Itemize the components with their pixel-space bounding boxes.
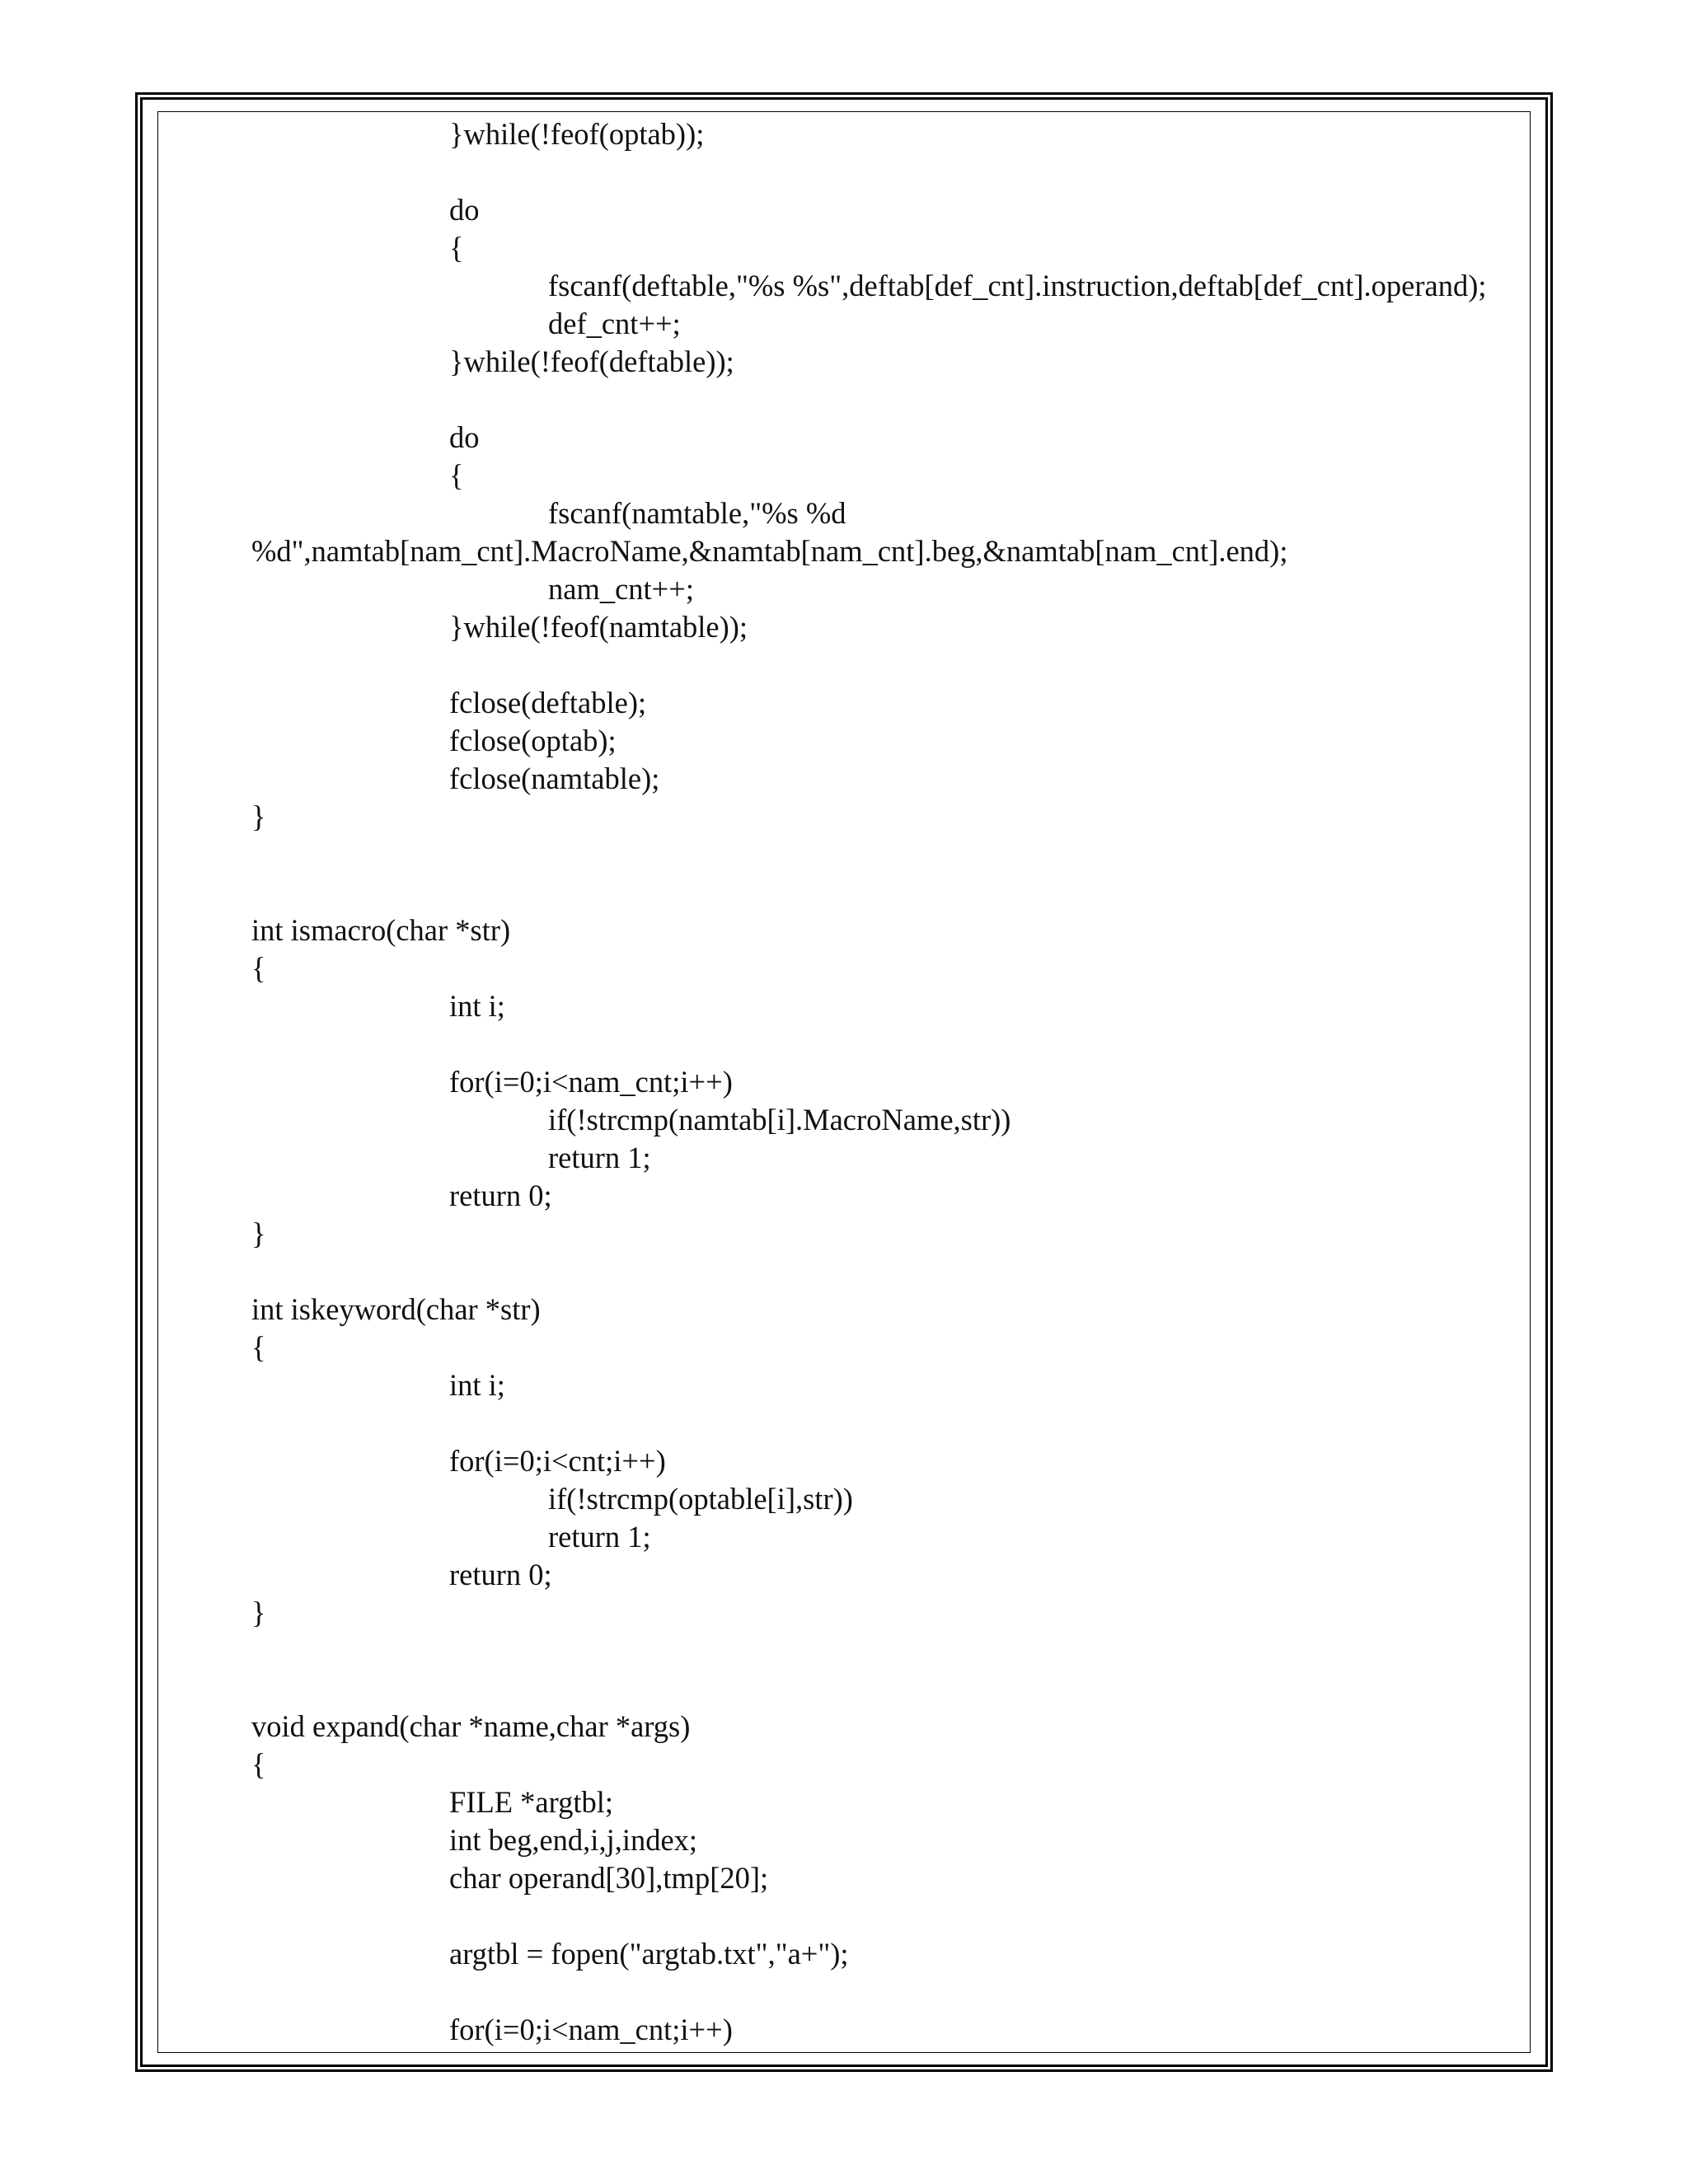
code-line: argtbl = fopen("argtab.txt","a+"); <box>449 1937 849 1971</box>
code-line: int i; <box>449 1368 505 1402</box>
code-line <box>251 836 1537 874</box>
code-line: fclose(deftable); <box>449 686 647 719</box>
code-line: int i; <box>449 989 505 1023</box>
code-line: char operand[30],tmp[20]; <box>449 1861 769 1895</box>
code-line: for(i=0;i<nam_cnt;i++) <box>449 1065 733 1099</box>
code-line: if(!strcmp(optable[i],str)) <box>548 1482 853 1516</box>
code-line: fscanf(namtable,"%s %d <box>548 496 846 530</box>
code-line: fscanf(deftable,"%s %s",deftab[def_cnt].instruction,deftab[def_cnt].operand); <box>548 269 1487 302</box>
code-line: int beg,end,i,j,index; <box>449 1823 698 1857</box>
code-line: { <box>449 231 464 265</box>
code-line <box>251 1897 1537 1935</box>
code-line: { <box>449 458 464 492</box>
code-line: } <box>251 799 266 833</box>
code-line: def_cnt++; <box>548 307 681 340</box>
code-line: do <box>449 420 480 454</box>
code-line: { <box>251 1330 266 1364</box>
code-line: fclose(optab); <box>449 724 617 757</box>
code-line: } <box>251 1596 266 1629</box>
code-line: { <box>251 1747 266 1781</box>
code-line <box>251 381 1537 419</box>
code-line: nam_cnt++; <box>548 572 694 606</box>
code-line: do <box>449 193 480 227</box>
code-line: int ismacro(char *str) <box>251 913 511 947</box>
code-line <box>251 1670 1537 1708</box>
code-listing <box>251 115 1537 2049</box>
code-line: fclose(namtable); <box>449 762 660 795</box>
code-line: { <box>251 951 266 985</box>
code-line: return 0; <box>449 1558 552 1591</box>
code-line <box>251 874 1537 912</box>
code-line: return 1; <box>548 1141 651 1174</box>
code-line: } <box>251 1216 266 1250</box>
code-line: for(i=0;i<nam_cnt;i++) <box>449 2013 733 2046</box>
code-line: return 1; <box>548 1520 651 1554</box>
code-line: }while(!feof(optab)); <box>449 117 705 151</box>
code-line <box>251 1253 1537 1291</box>
code-line <box>251 1025 1537 1063</box>
code-line <box>251 646 1537 684</box>
code-line: if(!strcmp(namtab[i].MacroName,str)) <box>548 1103 1011 1137</box>
code-line: %d",namtab[nam_cnt].MacroName,&namtab[nam_cnt].beg,&namtab[nam_cnt].end); <box>251 534 1288 568</box>
code-line: void expand(char *name,char *args) <box>251 1709 691 1743</box>
code-line <box>251 1973 1537 2011</box>
code-line <box>251 1632 1537 1670</box>
code-line: }while(!feof(namtable)); <box>449 610 748 644</box>
code-line <box>251 153 1537 191</box>
code-line: for(i=0;i<cnt;i++) <box>449 1444 666 1478</box>
code-line <box>251 1404 1537 1442</box>
code-line: }while(!feof(deftable)); <box>449 344 734 378</box>
code-line: int iskeyword(char *str) <box>251 1292 541 1326</box>
code-line: return 0; <box>449 1179 552 1212</box>
code-line: FILE *argtbl; <box>449 1785 614 1819</box>
